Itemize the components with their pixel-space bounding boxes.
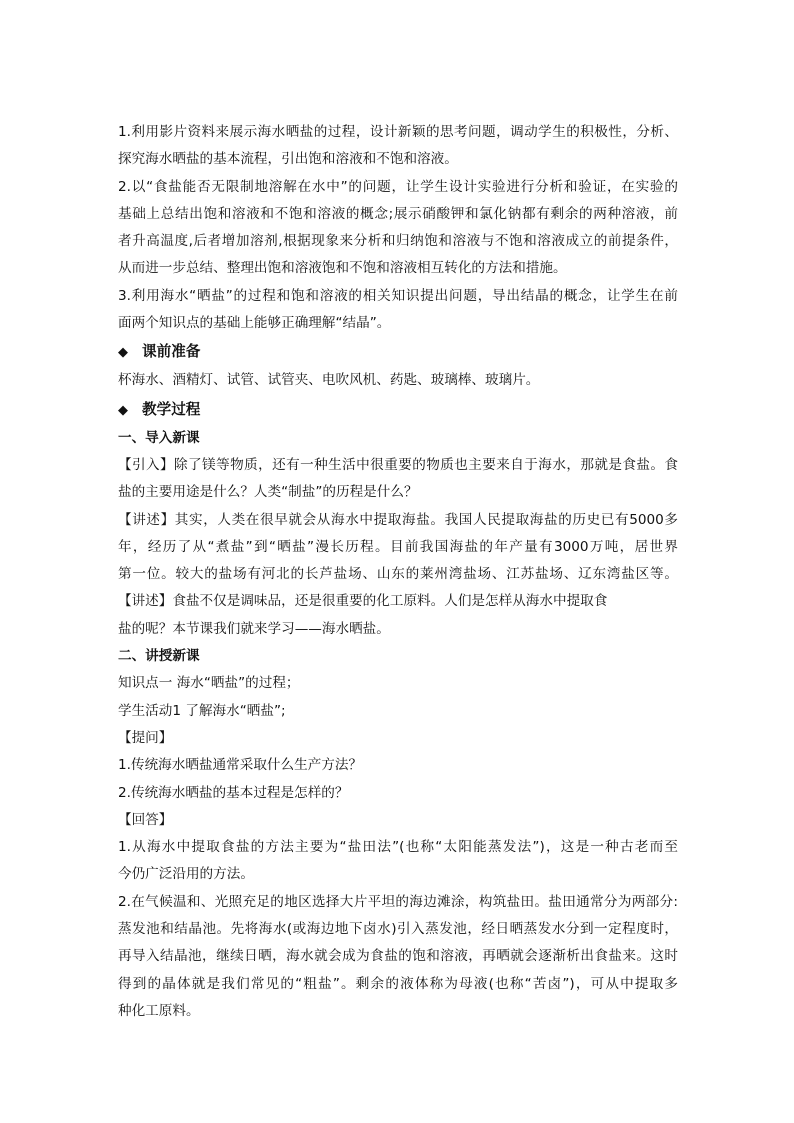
section1-line: 【讲述】其实，人类在很早就会从海水中提取海盐。我国人民提取海盐的历史已有5000多 <box>118 511 678 528</box>
section1-body <box>118 452 678 643</box>
section2-line: 得到的晶体就是我们常见的“粗盐”。剩余的液体称为母液(也称“苦卤”)，可从中提取多 <box>118 975 678 992</box>
intro-paragraphs <box>118 119 678 337</box>
section1-line: 【引入】除了镁等物质，还有一种生活中很重要的物质也主要来自于海水，那就是食盐。食 <box>118 456 678 473</box>
section2-line: 学生活动1 了解海水“晒盐”; <box>118 702 286 719</box>
section1-line: 盐的主要用途是什么？人类“制盐”的历程是什么？ <box>118 484 418 501</box>
section2-line: 2.在气候温和、光照充足的地区选择大片平坦的海边滩涂，构筑盐田。盐田通常分为两部分: <box>118 893 678 910</box>
diamond-bullet-icon: ◆ <box>118 402 128 418</box>
heading-process-title: 教学过程 <box>142 400 201 418</box>
intro-line: 从而进一步总结、整理出饱和溶液饱和不饱和溶液相互转化的方法和措施。 <box>118 260 567 277</box>
intro-line: 者升高温度,后者增加溶剂,根据现象来分析和归纳饱和溶液与不饱和溶液成立的前提条件， <box>118 233 678 250</box>
section2-line: 2.传统海水晒盐的基本过程是怎样的？ <box>118 784 349 801</box>
heading-prep-title: 课前准备 <box>142 343 201 361</box>
intro-line: 1.利用影片资料来展示海水晒盐的过程，设计新颖的思考问题，调动学生的积极性，分析、 <box>118 124 678 140</box>
section2-line: 知识点一 海水“晒盐”的过程； <box>118 675 300 692</box>
intro-line: 3.利用海水“晒盐”的过程和饱和溶液的相关知识提出问题，导出结晶的概念，让学生在前 <box>118 287 678 304</box>
section2-line: 种化工原料。 <box>118 1002 200 1019</box>
section2-line: 今仍广泛沿用的方法。 <box>118 866 254 883</box>
section2-line: 【提问】 <box>118 729 173 746</box>
section2-line: 1.从海水中提取食盐的方法主要为“盐田法”(也称“太阳能蒸发法”)，这是一种古老而至 <box>118 839 678 856</box>
section2-body <box>118 670 678 1025</box>
section1-line: 【讲述】食盐不仅是调味品，还是很重要的化工原料。人们是怎样从海水中提取食 <box>118 593 608 610</box>
heading-process <box>118 395 678 425</box>
intro-line: 探究海水晒盐的基本流程，引出饱和溶液和不饱和溶液。 <box>118 151 458 168</box>
diamond-bullet-icon: ◆ <box>118 345 128 361</box>
intro-line: 基础上总结出饱和溶液和不饱和溶液的概念;展示硝酸钾和氯化钠都有剩余的两种溶液，前 <box>118 205 678 222</box>
section2-line: 再导入结晶池，继续日晒，海水就会成为食盐的饱和溶液，再晒就会逐渐析出食盐来。这时 <box>118 948 678 965</box>
section1-line: 盐的呢？本节课我们就来学习——海水晒盐。 <box>118 620 390 637</box>
section1-title: 一、导入新课 <box>118 429 200 446</box>
section2-line: 【回答】 <box>118 811 173 828</box>
section1-line: 第一位。较大的盐场有河北的长芦盐场、山东的莱州湾盐场、江苏盐场、辽东湾盐区等。 <box>118 566 678 583</box>
intro-line: 2.以“食盐能否无限制地溶解在水中”的问题，让学生设计实验进行分析和验证，在实验的 <box>118 178 678 195</box>
document-body <box>118 119 678 1025</box>
intro-line: 面两个知识点的基础上能够正确理解“结晶”。 <box>118 315 391 332</box>
prep-items: 杯海水、酒精灯、试管、试管夹、电吹风机、药匙、玻璃棒、玻璃片。 <box>118 372 540 389</box>
section2-line: 蒸发池和结晶池。先将海水(或海边地下卤水)引入蒸发池，经日晒蒸发水分到一定程度时， <box>118 921 678 938</box>
section2-line: 1.传统海水晒盐通常采取什么生产方法？ <box>118 757 363 774</box>
section1-line: 年，经历了从“煮盐”到“晒盐”漫长历程。目前我国海盐的年产量有3000万吨，居世界 <box>118 538 678 555</box>
heading-prep <box>118 337 678 367</box>
section2-title: 二、讲授新课 <box>118 648 200 665</box>
